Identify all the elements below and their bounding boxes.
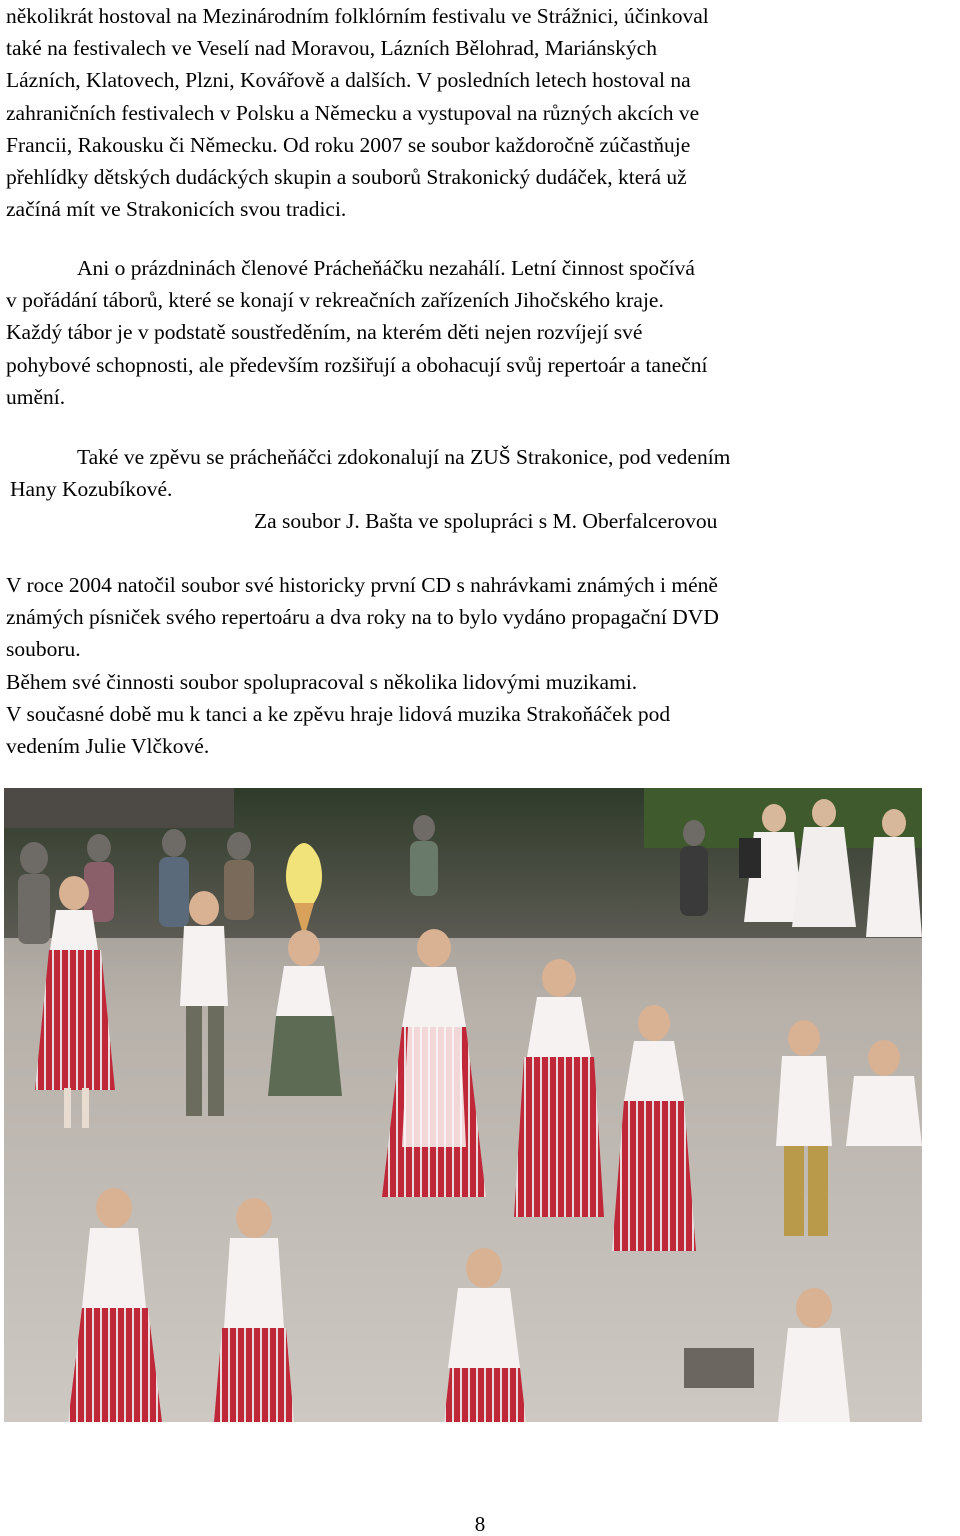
text-line: známých písniček svého repertoáru a dva roky na to bylo vydáno propagační DVD [6, 605, 719, 630]
text-line: zahraničních festivalech v Polsku a Německu a vystupoval na různých akcích ve [6, 100, 700, 125]
author-signature-line: Za soubor J. Bašta ve spolupráci s M. Oberfalcerovou [254, 509, 718, 534]
drain-grate [684, 1348, 754, 1388]
text-line: souboru. [6, 637, 81, 662]
paragraph-singing [6, 441, 954, 538]
folk-dance-photo [4, 788, 922, 1422]
text-line: Hany Kozubíkové. [10, 477, 173, 502]
text-line: umění. [6, 384, 66, 409]
paragraph-summer-camps [6, 252, 954, 413]
text-line: pohybové schopnosti, ale především rozšiřují a obohacují svůj repertoár a taneční [6, 352, 708, 377]
text-line: v pořádání táborů, které se konají v rekreačních zařízeních Jihočského kraje. [6, 288, 664, 313]
text-line: vedením Julie Vlčkové. [6, 734, 210, 759]
musicians [739, 799, 922, 937]
text-line: Francii, Rakousku či Německu. Od roku 2007 se soubor každoročně zúčastňuje [6, 132, 691, 157]
text-line: Během své činnosti soubor spolupracoval s několika lidovými muzikami. [6, 669, 638, 694]
text-line: Každý tábor je v podstatě soustředěním, na kterém děti nejen rozvíjejí své [6, 320, 643, 345]
text-line: také na festivalech ve Veselí nad Moravou, Lázních Bělohrad, Mariánských [6, 36, 657, 61]
text-line: začíná mít ve Strakonicích svou tradici. [6, 197, 347, 222]
text-line: Ani o prázdninách členové Prácheňáčku nezahálí. Letní činnost spočívá [77, 256, 695, 280]
building-wall [4, 788, 234, 828]
text-line: přehlídky dětských dudáckých skupin a souborů Strakonický dudáček, která už [6, 165, 687, 190]
text-line: Také ve zpěvu se prácheňáčci zdokonalují na ZUŠ Strakonice, pod vedením [77, 445, 731, 469]
text-line: Lázních, Klatovech, Plzni, Kovářově a dalších. V posledních letech hostoval na [6, 68, 691, 93]
page-number: 8 [474, 1512, 486, 1536]
folk-dance-illustration [4, 788, 922, 1422]
paragraph-festivals [6, 0, 954, 225]
text-line: několikrát hostoval na Mezinárodním folklórním festivalu ve Strážnici, účinkoval [6, 4, 709, 28]
text-line: V roce 2004 natočil soubor své historicky první CD s nahrávkami známých i méně [6, 573, 718, 597]
paragraph-recordings [6, 569, 954, 762]
text-line: V současné době mu k tanci a ke zpěvu hraje lidová muzika Strakoňáček pod [6, 701, 671, 726]
